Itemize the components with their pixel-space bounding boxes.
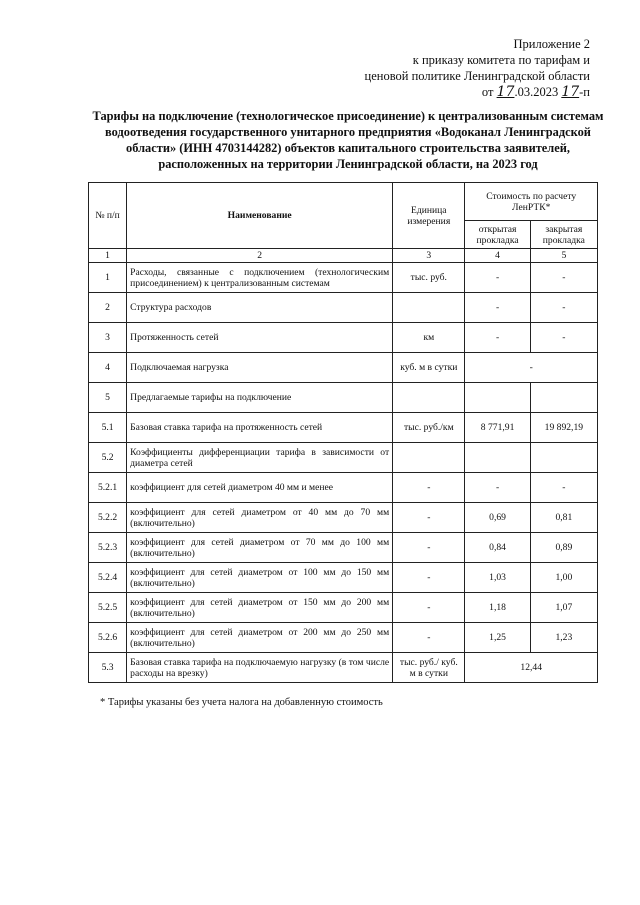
row-value-merged: 12,44 — [465, 653, 598, 683]
row-value-open: - — [465, 263, 530, 293]
row-unit: - — [393, 503, 465, 533]
appendix-header — [340, 36, 590, 100]
appendix-committee: ценовой политике Ленинградской области — [364, 69, 590, 83]
table-row — [89, 443, 598, 473]
row-name: коэффициент для сетей диаметром 40 мм и менее — [127, 473, 393, 503]
row-unit: тыс. руб. — [393, 263, 465, 293]
row-value-open: 1,18 — [465, 593, 530, 623]
row-num: 5.2.1 — [89, 473, 127, 503]
row-value-open — [465, 383, 530, 413]
table-row — [89, 623, 598, 653]
order-suffix: -п — [579, 85, 590, 99]
row-value-open: - — [465, 293, 530, 323]
row-num: 5.2.3 — [89, 533, 127, 563]
row-unit: - — [393, 593, 465, 623]
date-prefix: от — [481, 85, 497, 99]
footnote: * Тарифы указаны без учета налога на добавленную стоимость — [100, 697, 383, 708]
title-line-2: водоотведения государственного унитарного предприятия «Водоканал Ленинградской — [105, 125, 591, 139]
table-row — [89, 473, 598, 503]
row-name: коэффициент для сетей диаметром от 70 мм до 100 мм (включительно) — [127, 533, 393, 563]
row-name: коэффициент для сетей диаметром от 100 мм до 150 мм (включительно) — [127, 563, 393, 593]
row-num: 2 — [89, 293, 127, 323]
appendix-date-line — [340, 84, 590, 100]
row-value-closed: 1,00 — [530, 563, 597, 593]
row-value-open — [465, 443, 530, 473]
table-row — [89, 353, 598, 383]
date-rest: .03.2023 — [514, 85, 562, 99]
table-row — [89, 563, 598, 593]
header-cost: Стоимость по расчету ЛенРТК* — [465, 183, 598, 221]
appendix-title: Приложение 2 — [513, 37, 590, 51]
row-unit: км — [393, 323, 465, 353]
colnum-4: 4 — [465, 249, 530, 263]
row-num: 3 — [89, 323, 127, 353]
row-unit — [393, 383, 465, 413]
row-num: 5.2.4 — [89, 563, 127, 593]
table-header-row — [89, 183, 598, 221]
row-unit: тыс. руб./ куб. м в сутки — [393, 653, 465, 683]
row-name: коэффициент для сетей диаметром от 40 мм до 70 мм (включительно) — [127, 503, 393, 533]
table-row — [89, 413, 598, 443]
row-value-closed: 0,89 — [530, 533, 597, 563]
table-row — [89, 293, 598, 323]
header-closed: закрытая прокладка — [530, 221, 597, 249]
row-value-closed: 0,81 — [530, 503, 597, 533]
table-row — [89, 263, 598, 293]
row-value-closed — [530, 383, 597, 413]
header-num: № п/п — [89, 183, 127, 249]
table-row — [89, 593, 598, 623]
row-value-closed: - — [530, 323, 597, 353]
header-name: Наименование — [127, 183, 393, 249]
table-row — [89, 653, 598, 683]
row-value-open: 0,84 — [465, 533, 530, 563]
row-num: 5 — [89, 383, 127, 413]
column-number-row — [89, 249, 598, 263]
row-name: коэффициент для сетей диаметром от 150 мм до 200 мм (включительно) — [127, 593, 393, 623]
appendix-order-ref: к приказу комитета по тарифам и — [412, 53, 590, 67]
row-num: 4 — [89, 353, 127, 383]
title-line-1: Тарифы на подключение (технологическое присоединение) к централизованным системам — [92, 109, 604, 123]
row-unit: тыс. руб./км — [393, 413, 465, 443]
row-name: Коэффициенты дифференциации тарифа в зависимости от диаметра сетей — [127, 443, 393, 473]
row-value-closed: 19 892,19 — [530, 413, 597, 443]
row-num: 5.2 — [89, 443, 127, 473]
colnum-1: 1 — [89, 249, 127, 263]
row-value-closed: - — [530, 263, 597, 293]
row-value-closed — [530, 443, 597, 473]
row-name: Структура расходов — [127, 293, 393, 323]
table-row — [89, 533, 598, 563]
row-name: Базовая ставка тарифа на протяженность сетей — [127, 413, 393, 443]
row-name: Подключаемая нагрузка — [127, 353, 393, 383]
document-title — [92, 108, 604, 172]
row-num: 1 — [89, 263, 127, 293]
row-name: Расходы, связанные с подключением (технологическим присоединением) к централизованным системам — [127, 263, 393, 293]
colnum-2: 2 — [127, 249, 393, 263]
row-value-open: - — [465, 323, 530, 353]
order-number-handwritten: 17 — [561, 84, 580, 100]
row-unit: - — [393, 473, 465, 503]
row-unit: - — [393, 623, 465, 653]
row-value-closed: 1,07 — [530, 593, 597, 623]
tariff-table — [88, 182, 598, 683]
header-open: открытая прокладка — [465, 221, 530, 249]
colnum-3: 3 — [393, 249, 465, 263]
row-value-open: 0,69 — [465, 503, 530, 533]
title-line-3: области» (ИНН 4703144282) объектов капитального строительства заявителей, — [126, 141, 570, 155]
row-unit — [393, 443, 465, 473]
table-row — [89, 323, 598, 353]
row-value-closed: - — [530, 293, 597, 323]
row-unit — [393, 293, 465, 323]
colnum-5: 5 — [530, 249, 597, 263]
row-value-open: 1,03 — [465, 563, 530, 593]
row-num: 5.2.6 — [89, 623, 127, 653]
title-line-4: расположенных на территории Ленинградской области, на 2023 год — [158, 157, 538, 171]
date-day-handwritten: 17 — [496, 84, 515, 100]
row-value-closed: - — [530, 473, 597, 503]
row-unit: - — [393, 533, 465, 563]
row-value-open: - — [465, 473, 530, 503]
row-unit: - — [393, 563, 465, 593]
row-num: 5.1 — [89, 413, 127, 443]
row-value-merged: - — [465, 353, 598, 383]
row-num: 5.2.2 — [89, 503, 127, 533]
row-value-closed: 1,23 — [530, 623, 597, 653]
row-unit: куб. м в сутки — [393, 353, 465, 383]
row-name: Протяженность сетей — [127, 323, 393, 353]
row-num: 5.3 — [89, 653, 127, 683]
table-row — [89, 383, 598, 413]
row-name: Предлагаемые тарифы на подключение — [127, 383, 393, 413]
row-name: Базовая ставка тарифа на подключаемую нагрузку (в том числе расходы на врезку) — [127, 653, 393, 683]
row-name: коэффициент для сетей диаметром от 200 мм до 250 мм (включительно) — [127, 623, 393, 653]
row-value-open: 8 771,91 — [465, 413, 530, 443]
row-num: 5.2.5 — [89, 593, 127, 623]
header-unit: Единица измерения — [393, 183, 465, 249]
row-value-open: 1,25 — [465, 623, 530, 653]
table-row — [89, 503, 598, 533]
